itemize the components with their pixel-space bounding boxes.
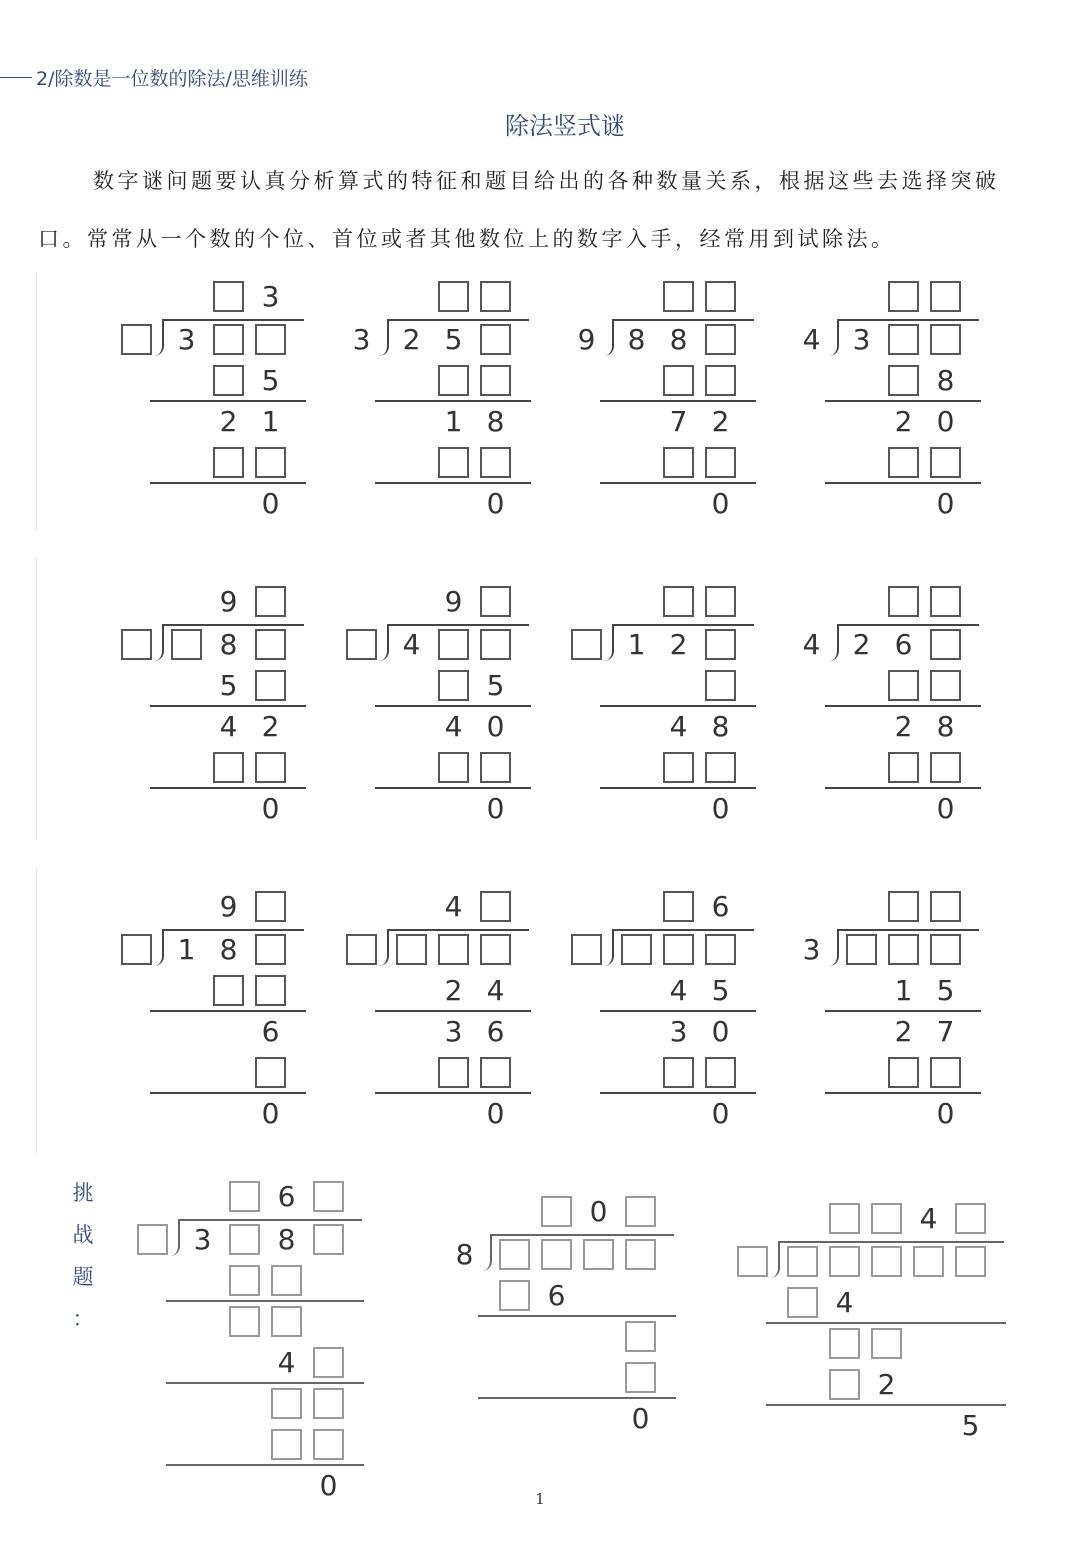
subtraction-line: [600, 787, 756, 789]
dividend-digit: 2: [852, 628, 871, 661]
subtraction-line: [825, 1010, 981, 1012]
quotient-blank-box[interactable]: [541, 1196, 572, 1227]
step-blank-box[interactable]: [438, 365, 469, 396]
step-digit: 4: [219, 710, 238, 743]
quotient-blank-box[interactable]: [255, 891, 286, 922]
dividend-blank-box[interactable]: [438, 934, 469, 965]
quotient-digit: 9: [444, 585, 463, 618]
remainder-digit: 0: [486, 1097, 505, 1130]
step-digit: 3: [669, 1015, 688, 1048]
dividend-digit: 2: [669, 628, 688, 661]
quotient-digit: 9: [219, 890, 238, 923]
subtraction-line: [150, 787, 306, 789]
step-blank-box[interactable]: [705, 447, 736, 478]
division-puzzle: [795, 280, 1055, 570]
remainder-digit: 0: [261, 487, 280, 520]
step-blank-box[interactable]: [705, 670, 736, 701]
page-number: 1: [535, 1490, 545, 1508]
subtraction-line: [766, 1404, 1006, 1406]
step-blank-box[interactable]: [871, 1328, 902, 1359]
challenge-label-char: ：: [72, 1307, 94, 1331]
division-bar: [612, 929, 754, 931]
challenge-label-char: 挑: [72, 1181, 94, 1205]
step-blank-box[interactable]: [888, 1057, 919, 1088]
subtraction-line: [150, 1092, 306, 1094]
divisor-blank-box[interactable]: [571, 629, 602, 660]
subtraction-line: [600, 1092, 756, 1094]
step-digit: 8: [711, 710, 730, 743]
header-rule: [0, 77, 32, 78]
dividend-blank-box[interactable]: [255, 629, 286, 660]
step-digit: 4: [835, 1286, 854, 1319]
step-blank-box[interactable]: [663, 365, 694, 396]
step-digit: 2: [711, 405, 730, 438]
dividend-blank-box[interactable]: [438, 629, 469, 660]
remainder-digit: 0: [711, 1097, 730, 1130]
subtraction-line: [478, 1397, 676, 1399]
step-blank-box[interactable]: [930, 752, 961, 783]
divisor-digit: 4: [802, 323, 821, 356]
subtraction-line: [825, 482, 981, 484]
subtraction-line: [600, 482, 756, 484]
dividend-blank-box[interactable]: [480, 934, 511, 965]
division-bracket: [770, 1242, 780, 1278]
remainder-digit: 0: [711, 792, 730, 825]
step-digit: 0: [486, 710, 505, 743]
quotient-digit: 4: [444, 890, 463, 923]
subtraction-line: [825, 705, 981, 707]
step-digit: 5: [711, 974, 730, 1007]
step-digit: 5: [486, 669, 505, 702]
remainder-digit: 0: [486, 792, 505, 825]
subtraction-line: [825, 400, 981, 402]
quotient-digit: 3: [261, 280, 280, 313]
divisor-blank-box[interactable]: [121, 324, 152, 355]
quotient-blank-box[interactable]: [663, 891, 694, 922]
step-blank-box[interactable]: [705, 365, 736, 396]
step-digit: 8: [936, 364, 955, 397]
division-puzzle: [795, 890, 1055, 1180]
step-digit: 8: [486, 405, 505, 438]
quotient-blank-box[interactable]: [888, 281, 919, 312]
subtraction-line: [375, 482, 531, 484]
step-digit: 6: [547, 1279, 566, 1312]
step-blank-box[interactable]: [705, 752, 736, 783]
dividend-blank-box[interactable]: [396, 934, 427, 965]
dividend-blank-box[interactable]: [913, 1246, 944, 1277]
divisor-blank-box[interactable]: [121, 629, 152, 660]
divisor-blank-box[interactable]: [137, 1224, 168, 1255]
division-bracket: [379, 625, 389, 661]
quotient-blank-box[interactable]: [255, 586, 286, 617]
dividend-blank-box[interactable]: [255, 324, 286, 355]
division-bracket: [829, 930, 839, 966]
step-digit: 1: [261, 405, 280, 438]
division-puzzle: [120, 585, 380, 875]
step-blank-box[interactable]: [271, 1388, 302, 1419]
step-blank-box[interactable]: [480, 1057, 511, 1088]
quotient-blank-box[interactable]: [705, 281, 736, 312]
step-digit: 2: [894, 405, 913, 438]
challenge-label-char: 题: [72, 1265, 94, 1289]
intro-paragraph: 数字谜问题要认真分析算式的特征和题目给出的各种数量关系，根据这些去选择突破口。常常从一个数的个位、首位或者其他数位上的数字入手，经常用到试除法。: [38, 169, 1000, 251]
dividend-blank-box[interactable]: [705, 324, 736, 355]
divisor-digit: 3: [802, 933, 821, 966]
subtraction-line: [150, 400, 306, 402]
division-bracket: [154, 625, 164, 661]
dividend-digit: 3: [177, 323, 196, 356]
divisor-digit: 4: [802, 628, 821, 661]
subtraction-line: [375, 1092, 531, 1094]
quotient-digit: 6: [711, 890, 730, 923]
subtraction-line: [766, 1322, 1006, 1324]
challenge-puzzle: [736, 1202, 1076, 1562]
step-blank-box[interactable]: [888, 447, 919, 478]
division-bar: [837, 929, 979, 931]
subtraction-line: [166, 1300, 364, 1302]
page-title: 除法竖式谜: [505, 112, 625, 140]
subtraction-line: [600, 705, 756, 707]
dividend-digit: 3: [193, 1223, 212, 1256]
step-digit: 2: [444, 974, 463, 1007]
dividend-blank-box[interactable]: [480, 629, 511, 660]
quotient-blank-box[interactable]: [625, 1196, 656, 1227]
remainder-digit: 0: [486, 487, 505, 520]
division-puzzle: [570, 585, 830, 875]
dividend-blank-box[interactable]: [625, 1239, 656, 1270]
step-digit: 4: [669, 974, 688, 1007]
step-blank-box[interactable]: [438, 1057, 469, 1088]
step-blank-box[interactable]: [787, 1287, 818, 1318]
dividend-blank-box[interactable]: [930, 934, 961, 965]
remainder-digit: 0: [936, 792, 955, 825]
subtraction-line: [375, 705, 531, 707]
step-digit: 6: [486, 1015, 505, 1048]
step-blank-box[interactable]: [229, 1265, 260, 1296]
remainder-digit: 5: [961, 1409, 980, 1442]
quotient-blank-box[interactable]: [313, 1181, 344, 1212]
subtraction-line: [150, 1010, 306, 1012]
remainder-digit: 0: [631, 1402, 650, 1435]
step-digit: 2: [894, 710, 913, 743]
dividend-blank-box[interactable]: [663, 934, 694, 965]
dividend-blank-box[interactable]: [480, 324, 511, 355]
step-blank-box[interactable]: [313, 1429, 344, 1460]
step-digit: 5: [261, 364, 280, 397]
dividend-digit: 4: [402, 628, 421, 661]
divisor-digit: 3: [352, 323, 371, 356]
quotient-blank-box[interactable]: [663, 586, 694, 617]
step-blank-box[interactable]: [663, 1057, 694, 1088]
step-digit: 2: [894, 1015, 913, 1048]
dividend-blank-box[interactable]: [888, 324, 919, 355]
step-digit: 4: [669, 710, 688, 743]
dividend-blank-box[interactable]: [787, 1246, 818, 1277]
remainder-digit: 0: [261, 792, 280, 825]
step-blank-box[interactable]: [930, 447, 961, 478]
dividend-blank-box[interactable]: [871, 1246, 902, 1277]
dividend-blank-box[interactable]: [583, 1239, 614, 1270]
divisor-blank-box[interactable]: [346, 629, 377, 660]
dividend-blank-box[interactable]: [829, 1246, 860, 1277]
division-bracket: [604, 625, 614, 661]
dividend-blank-box[interactable]: [541, 1239, 572, 1270]
subtraction-line: [825, 787, 981, 789]
challenge-label-char: 战: [72, 1223, 94, 1247]
step-blank-box[interactable]: [829, 1369, 860, 1400]
division-bracket: [829, 320, 839, 356]
step-blank-box[interactable]: [438, 752, 469, 783]
divisor-blank-box[interactable]: [571, 934, 602, 965]
division-bar: [162, 624, 304, 626]
step-blank-box[interactable]: [663, 752, 694, 783]
quotient-blank-box[interactable]: [930, 586, 961, 617]
quotient-digit: 9: [219, 585, 238, 618]
step-blank-box[interactable]: [255, 1057, 286, 1088]
step-digit: 1: [444, 405, 463, 438]
breadcrumb: 2/除数是一位数的除法/思维训练: [36, 68, 308, 90]
division-bracket: [604, 320, 614, 356]
dividend-blank-box[interactable]: [888, 934, 919, 965]
divisor-digit: 8: [455, 1238, 474, 1271]
division-bar: [162, 319, 304, 321]
division-bracket: [829, 625, 839, 661]
step-blank-box[interactable]: [480, 447, 511, 478]
step-digit: 3: [444, 1015, 463, 1048]
quotient-digit: 4: [919, 1202, 938, 1235]
dividend-digit: 8: [669, 323, 688, 356]
dividend-digit: 1: [177, 933, 196, 966]
step-blank-box[interactable]: [930, 670, 961, 701]
step-blank-box[interactable]: [480, 365, 511, 396]
challenge-label: [68, 1172, 98, 1340]
step-blank-box[interactable]: [271, 1265, 302, 1296]
dividend-digit: 1: [627, 628, 646, 661]
step-blank-box[interactable]: [271, 1306, 302, 1337]
quotient-blank-box[interactable]: [930, 281, 961, 312]
step-blank-box[interactable]: [663, 447, 694, 478]
quotient-blank-box[interactable]: [930, 891, 961, 922]
divisor-blank-box[interactable]: [737, 1246, 768, 1277]
step-blank-box[interactable]: [255, 447, 286, 478]
division-bracket: [379, 930, 389, 966]
subtraction-line: [166, 1382, 364, 1384]
dividend-digit: 8: [627, 323, 646, 356]
step-blank-box[interactable]: [829, 1328, 860, 1359]
division-bar: [178, 1219, 362, 1221]
step-blank-box[interactable]: [213, 975, 244, 1006]
division-bar: [837, 624, 979, 626]
step-blank-box[interactable]: [255, 752, 286, 783]
step-blank-box[interactable]: [313, 1388, 344, 1419]
remainder-digit: 0: [936, 487, 955, 520]
dividend-blank-box[interactable]: [313, 1224, 344, 1255]
division-bracket: [604, 930, 614, 966]
quotient-blank-box[interactable]: [480, 281, 511, 312]
division-bar: [612, 624, 754, 626]
division-bar: [387, 319, 529, 321]
quotient-blank-box[interactable]: [480, 586, 511, 617]
division-puzzle: [345, 280, 605, 570]
step-digit: 2: [261, 710, 280, 743]
subtraction-line: [150, 705, 306, 707]
step-blank-box[interactable]: [705, 1057, 736, 1088]
subtraction-line: [600, 1010, 756, 1012]
subtraction-line: [375, 1010, 531, 1012]
quotient-blank-box[interactable]: [213, 281, 244, 312]
dividend-digit: 6: [894, 628, 913, 661]
quotient-blank-box[interactable]: [955, 1203, 986, 1234]
step-blank-box[interactable]: [213, 365, 244, 396]
quotient-blank-box[interactable]: [705, 586, 736, 617]
dividend-digit: 8: [219, 628, 238, 661]
dividend-blank-box[interactable]: [705, 934, 736, 965]
step-blank-box[interactable]: [888, 365, 919, 396]
step-blank-box[interactable]: [229, 1306, 260, 1337]
step-blank-box[interactable]: [213, 752, 244, 783]
quotient-blank-box[interactable]: [229, 1181, 260, 1212]
subtraction-line: [166, 1464, 364, 1466]
quotient-blank-box[interactable]: [438, 281, 469, 312]
step-blank-box[interactable]: [438, 670, 469, 701]
dividend-digit: 8: [277, 1223, 296, 1256]
division-bracket: [154, 930, 164, 966]
step-blank-box[interactable]: [255, 670, 286, 701]
division-bracket: [170, 1220, 180, 1256]
division-puzzle: [345, 890, 605, 1180]
quotient-blank-box[interactable]: [829, 1203, 860, 1234]
dividend-blank-box[interactable]: [255, 934, 286, 965]
step-digit: 8: [936, 710, 955, 743]
quotient-blank-box[interactable]: [888, 586, 919, 617]
step-digit: 1: [894, 974, 913, 1007]
dividend-blank-box[interactable]: [705, 629, 736, 660]
step-digit: 6: [261, 1015, 280, 1048]
step-blank-box[interactable]: [930, 1057, 961, 1088]
division-bracket: [482, 1235, 492, 1271]
remainder-digit: 0: [711, 487, 730, 520]
step-blank-box[interactable]: [625, 1321, 656, 1352]
division-bar: [612, 319, 754, 321]
division-bar: [837, 319, 979, 321]
step-digit: 0: [936, 405, 955, 438]
subtraction-line: [375, 400, 531, 402]
step-blank-box[interactable]: [499, 1280, 530, 1311]
section-divider: [36, 558, 37, 840]
remainder-digit: 0: [936, 1097, 955, 1130]
dividend-blank-box[interactable]: [171, 629, 202, 660]
step-blank-box[interactable]: [480, 752, 511, 783]
divisor-blank-box[interactable]: [121, 934, 152, 965]
step-blank-box[interactable]: [625, 1362, 656, 1393]
quotient-blank-box[interactable]: [663, 281, 694, 312]
dividend-blank-box[interactable]: [955, 1246, 986, 1277]
step-digit: 4: [486, 974, 505, 1007]
dividend-blank-box[interactable]: [846, 934, 877, 965]
division-puzzle: [570, 280, 830, 570]
subtraction-line: [600, 400, 756, 402]
subtraction-line: [478, 1315, 676, 1317]
step-digit: 0: [711, 1015, 730, 1048]
step-digit: 2: [877, 1368, 896, 1401]
step-digit: 2: [219, 405, 238, 438]
division-puzzle: [120, 280, 380, 570]
step-blank-box[interactable]: [438, 447, 469, 478]
division-puzzle: [570, 890, 830, 1180]
step-blank-box[interactable]: [888, 670, 919, 701]
dividend-blank-box[interactable]: [229, 1224, 260, 1255]
subtraction-line: [150, 482, 306, 484]
dividend-blank-box[interactable]: [621, 934, 652, 965]
division-bar: [778, 1241, 1004, 1243]
division-bracket: [379, 320, 389, 356]
dividend-digit: 2: [402, 323, 421, 356]
quotient-blank-box[interactable]: [871, 1203, 902, 1234]
division-bar: [387, 929, 529, 931]
section-divider: [36, 868, 37, 1153]
division-puzzle: [795, 585, 1055, 875]
dividend-blank-box[interactable]: [499, 1239, 530, 1270]
division-bar: [162, 929, 304, 931]
step-blank-box[interactable]: [213, 447, 244, 478]
step-digit: 7: [669, 405, 688, 438]
division-puzzle: [120, 890, 380, 1180]
subtraction-line: [375, 787, 531, 789]
dividend-blank-box[interactable]: [930, 629, 961, 660]
remainder-digit: 0: [261, 1097, 280, 1130]
divisor-blank-box[interactable]: [346, 934, 377, 965]
remainder-digit: 0: [319, 1469, 338, 1502]
quotient-blank-box[interactable]: [888, 891, 919, 922]
step-digit: 5: [219, 669, 238, 702]
division-bar: [490, 1234, 674, 1236]
quotient-digit: 6: [277, 1180, 296, 1213]
dividend-blank-box[interactable]: [213, 324, 244, 355]
dividend-blank-box[interactable]: [930, 324, 961, 355]
step-digit: 4: [277, 1346, 296, 1379]
step-blank-box[interactable]: [313, 1347, 344, 1378]
challenge-puzzle: [136, 1180, 476, 1540]
dividend-digit: 3: [852, 323, 871, 356]
quotient-digit: 0: [589, 1195, 608, 1228]
divisor-digit: 9: [577, 323, 596, 356]
section-divider: [36, 272, 37, 530]
division-bracket: [154, 320, 164, 356]
subtraction-line: [825, 1092, 981, 1094]
dividend-digit: 8: [219, 933, 238, 966]
division-puzzle: [345, 585, 605, 875]
step-digit: 7: [936, 1015, 955, 1048]
dividend-digit: 5: [444, 323, 463, 356]
step-digit: 5: [936, 974, 955, 1007]
division-bar: [387, 624, 529, 626]
quotient-blank-box[interactable]: [480, 891, 511, 922]
step-blank-box[interactable]: [888, 752, 919, 783]
step-blank-box[interactable]: [255, 975, 286, 1006]
step-blank-box[interactable]: [271, 1429, 302, 1460]
step-digit: 4: [444, 710, 463, 743]
